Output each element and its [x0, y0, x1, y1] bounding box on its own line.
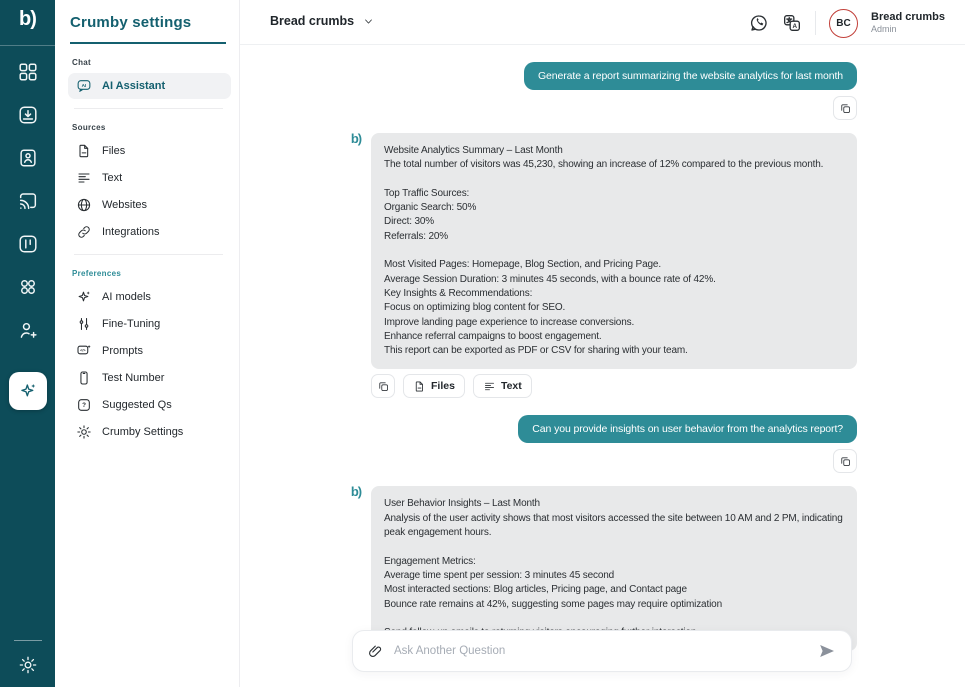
- sidebar-item-label: AI Assistant: [102, 80, 166, 92]
- message-line: Most interacted sections: Blog articles, Pricing page, and Contact page: [384, 584, 687, 596]
- circles-icon: [17, 276, 39, 298]
- paperclip-icon[interactable]: [367, 643, 384, 660]
- user-avatar[interactable]: BC: [829, 9, 858, 38]
- rail-nav: [0, 60, 55, 410]
- gear-icon: [76, 424, 92, 440]
- files-button-label: Files: [431, 380, 455, 393]
- copy-button[interactable]: [371, 374, 395, 398]
- svg-text:</>: </>: [80, 348, 86, 353]
- message-line: The total number of visitors was 45,230, showing an increase of 12% compared to the previous month.: [384, 159, 824, 171]
- top-bar: [240, 0, 965, 45]
- rail-item-broadcast[interactable]: [16, 189, 40, 213]
- sidebar-item-files[interactable]: [68, 138, 231, 164]
- user-info: [871, 11, 945, 36]
- message-line: Average time spent per session: 3 minutes 45 second: [384, 569, 615, 581]
- message-line: [384, 612, 844, 626]
- rail-item-add-user[interactable]: [16, 318, 40, 342]
- rail-item-apps[interactable]: [16, 275, 40, 299]
- message-actions: [371, 374, 532, 398]
- rail-item-settings[interactable]: [16, 653, 40, 677]
- rail-item-dashboard[interactable]: [16, 60, 40, 84]
- main-area: [240, 0, 965, 687]
- message-line: Analysis of the user activity shows that most visitors accessed the site between 10 AM and 2 PM, indicating peak engagement hours.: [384, 512, 843, 539]
- message-line: [384, 173, 844, 187]
- message-actions: [833, 449, 857, 473]
- id-card-icon: [17, 147, 39, 169]
- sidebar-item-test-number[interactable]: [68, 365, 231, 391]
- tuning-icon: [76, 316, 92, 332]
- sidebar-item-label: Integrations: [102, 226, 160, 238]
- message-line: Key Insights & Recommendations:: [384, 287, 533, 299]
- assistant-message-bubble: [371, 133, 857, 369]
- sidebar-item-suggested-qs[interactable]: [68, 392, 231, 418]
- user-plus-icon: [17, 319, 39, 341]
- icon-rail: [0, 0, 55, 687]
- message-line: Average Session Duration: 3 minutes 45 seconds, with a bounce rate of 42%.: [384, 273, 716, 285]
- sidebar-item-label: Websites: [102, 199, 148, 211]
- svg-text:AI: AI: [81, 82, 87, 88]
- send-button[interactable]: [817, 641, 837, 661]
- link-icon: [76, 224, 92, 240]
- header-actions: [749, 8, 945, 38]
- sidebar-item-label: Fine-Tuning: [102, 318, 161, 330]
- sidebar-title-underline: [70, 42, 226, 44]
- sidebar-item-label: AI models: [102, 291, 151, 303]
- board-icon: [17, 233, 39, 255]
- header-divider: [815, 11, 816, 35]
- chat-message-list: [345, 45, 857, 651]
- message-line: Top Traffic Sources:: [384, 187, 470, 199]
- assistant-message-row: [345, 133, 857, 369]
- svg-text:?: ?: [82, 402, 86, 410]
- sidebar-item-websites[interactable]: [68, 192, 231, 218]
- file-icon: [76, 143, 92, 159]
- assistant-avatar: b): [350, 131, 362, 146]
- question-icon: [76, 397, 92, 413]
- gear-icon: [18, 655, 38, 675]
- rail-item-inbox[interactable]: [16, 103, 40, 127]
- assistant-avatar: b): [350, 484, 362, 500]
- sparkle-icon: [18, 381, 38, 401]
- chat-input-bar: [352, 630, 852, 672]
- phone-icon: [76, 370, 92, 386]
- sidebar-item-label: Test Number: [102, 372, 165, 384]
- rail-item-contacts[interactable]: [16, 146, 40, 170]
- file-icon: [413, 380, 426, 393]
- message-line: Website Analytics Summary – Last Month: [384, 145, 563, 156]
- message-line: Most Visited Pages: Homepage, Blog Section, and Pricing Page.: [384, 259, 661, 271]
- sidebar-item-prompts[interactable]: [68, 338, 231, 364]
- assistant-message-row: [345, 486, 857, 651]
- grid-icon: [17, 61, 39, 83]
- sidebar-item-fine-tuning[interactable]: [68, 311, 231, 337]
- text-lines-icon: [76, 170, 92, 186]
- prompt-icon: [76, 343, 92, 359]
- breadcrumb-dropdown[interactable]: [270, 14, 374, 28]
- message-line: This report can be exported as PDF or CSV for sharing with your team.: [384, 345, 688, 357]
- text-source-button[interactable]: [473, 374, 532, 398]
- chat-input[interactable]: [394, 645, 807, 657]
- sidebar-divider: [74, 254, 223, 255]
- message-line: Improve landing page experience to increase conversions.: [384, 316, 635, 328]
- message-line: [384, 540, 844, 554]
- rail-item-ai-tools[interactable]: [9, 372, 47, 410]
- sidebar-title: Crumby settings: [70, 14, 192, 31]
- sidebar-divider: [74, 108, 223, 109]
- cast-icon: [17, 190, 39, 212]
- rail-item-board[interactable]: [16, 232, 40, 256]
- section-label: Preferences: [72, 269, 122, 278]
- message-line: [384, 244, 844, 258]
- rail-bottom-divider: [14, 640, 42, 641]
- sidebar-item-crumby-settings[interactable]: [68, 419, 231, 445]
- whatsapp-icon[interactable]: [749, 13, 769, 33]
- message-line: Engagement Metrics:: [384, 555, 476, 567]
- text-lines-icon: [483, 380, 496, 393]
- rail-divider: [0, 45, 55, 46]
- chevron-down-icon: [363, 16, 374, 27]
- copy-button[interactable]: [833, 449, 857, 473]
- copy-icon: [839, 455, 852, 468]
- user-role: Admin: [871, 24, 897, 35]
- svg-text:A: A: [792, 23, 798, 31]
- settings-sidebar: [55, 0, 240, 687]
- message-line: Enhance referral campaigns to boost engagement.: [384, 330, 602, 342]
- inbox-download-icon: [17, 104, 39, 126]
- sidebar-item-label: Prompts: [102, 345, 143, 357]
- sidebar-sections: [68, 58, 231, 445]
- message-line: Referrals: 20%: [384, 230, 449, 242]
- section-label: Chat: [72, 58, 91, 67]
- assistant-message-bubble: [371, 486, 857, 651]
- sidebar-item-text[interactable]: [68, 165, 231, 191]
- breadcrumb-label: Bread crumbs: [270, 14, 355, 28]
- copy-icon: [377, 380, 390, 393]
- sidebar-item-ai-models[interactable]: [68, 284, 231, 310]
- sidebar-item-ai-assistant[interactable]: [68, 73, 231, 99]
- files-source-button[interactable]: [403, 374, 465, 398]
- brand-logo: b): [19, 8, 36, 30]
- copy-button[interactable]: [833, 96, 857, 120]
- sidebar-item-label: Files: [102, 145, 126, 157]
- rail-bottom: [0, 640, 55, 677]
- sidebar-item-integrations[interactable]: [68, 219, 231, 245]
- message-actions: [833, 96, 857, 120]
- message-line: Organic Search: 50%: [384, 202, 477, 214]
- user-name: Bread crumbs: [871, 10, 945, 23]
- message-line: Bounce rate remains at 42%, suggesting some pages may require optimization: [384, 598, 722, 610]
- text-button-label: Text: [500, 380, 522, 393]
- sidebar-item-label: Text: [102, 172, 123, 184]
- globe-icon: [76, 197, 92, 213]
- copy-icon: [839, 102, 852, 115]
- message-line: User Behavior Insights – Last Month: [384, 498, 540, 510]
- sidebar-item-label: Suggested Qs: [102, 399, 172, 411]
- sparkle-icon: [76, 289, 92, 305]
- translate-icon[interactable]: [782, 13, 802, 33]
- section-label: Sources: [72, 123, 106, 132]
- sidebar-item-label: Crumby Settings: [102, 426, 184, 438]
- user-message-bubble: Generate a report summarizing the website analytics for last month: [524, 62, 857, 90]
- chat-ai-icon: [76, 78, 92, 94]
- message-line: Direct: 30%: [384, 216, 435, 228]
- user-message-bubble: Can you provide insights on user behavior from the analytics report?: [518, 415, 857, 443]
- message-line: Focus on optimizing blog content for SEO.: [384, 302, 566, 314]
